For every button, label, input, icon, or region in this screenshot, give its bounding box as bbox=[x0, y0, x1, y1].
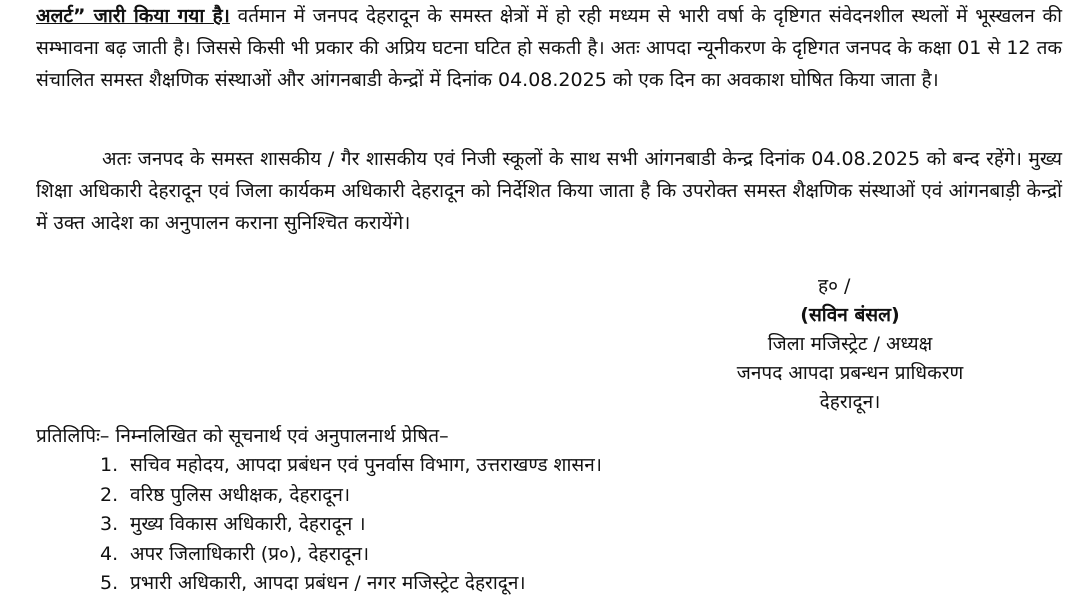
signatory-authority: जनपद आपदा प्रबन्धन प्राधिकरण bbox=[736, 362, 964, 384]
order-paragraph-2: अतः जनपद के समस्त शासकीय / गैर शासकीय एवं निजी स्कूलों के साथ सभी आंगनबाडी केन्द्र दिनांक 04.08.2025 को बन्द रहेंगे। मुख्य शिक्षा अधिकारी देहरादून एवं जिला कार्यकम अधिकारी देहरादून को निर्देशित किया जाता है कि उपरोक्त समस्त शैक्षणिक संस्थाओं एवं आंगनबाड़ी केन्द्रों में उक्त आदेश का अनुपालन कराना सुनिश्चित करायेंगे। bbox=[36, 148, 1062, 234]
list-item bbox=[100, 510, 602, 540]
list-item bbox=[100, 451, 602, 481]
list-text: वरिष्ठ पुलिस अधीक्षक, देहरादून। bbox=[130, 483, 351, 506]
list-number: 2. bbox=[100, 483, 119, 506]
signatory-place: देहरादून। bbox=[819, 391, 881, 413]
order-paragraph-1-body: वर्तमान में जनपद देहरादून के समस्त क्षेत्रों में हो रही मध्यम से भारी वर्षा के दृष्टिगत संवेदनशील स्थलों में भूस्खलन की सम्भावना बढ़ जाती है। जिससे किसी भी प्रकार की अप्रिय घटना घटित हो सकती है। अतः आपदा न्यूनीकरण के दृष्टिगत जनपद के कक्षा 01 से 12 तक संचालित समस्त शैक्षणिक संस्थाओं और आंगनबाडी केन्द्रों में दिनांक 04.08.2025 को एक दिन का अवकाश घोषित किया जाता है। bbox=[36, 5, 1063, 91]
signature-mark: ह० / bbox=[818, 275, 851, 297]
list-number: 5. bbox=[100, 572, 119, 594]
order-paragraph-1 bbox=[36, 0, 1062, 96]
copy-heading: प्रतिलिपिः– निम्नलिखित को सूचनार्थ एवं अनुपालनार्थ प्रेषित– bbox=[36, 425, 449, 447]
signature-block bbox=[680, 272, 1020, 417]
list-item bbox=[100, 481, 602, 511]
list-number: 1. bbox=[100, 454, 119, 476]
copy-list bbox=[100, 451, 602, 599]
signatory-designation: जिला मजिस्ट्रेट / अध्यक्ष bbox=[767, 333, 933, 355]
list-number: 3. bbox=[100, 513, 119, 535]
list-number: 4. bbox=[100, 542, 119, 565]
signatory-name: (सविन बंसल) bbox=[800, 304, 900, 326]
list-item bbox=[100, 569, 602, 599]
alert-phrase: अलर्ट” जारी किया गया है। bbox=[36, 5, 230, 27]
list-text: मुख्य विकास अधिकारी, देहरादून । bbox=[130, 513, 366, 535]
list-text: अपर जिलाधिकारी (प्र०), देहरादून। bbox=[130, 542, 370, 565]
list-text: सचिव महोदय, आपदा प्रबंधन एवं पुनर्वास विभाग, उत्तराखण्ड शासन। bbox=[130, 454, 602, 476]
list-item bbox=[100, 540, 602, 570]
list-text: प्रभारी अधिकारी, आपदा प्रबंधन / नगर मजिस्ट्रेट देहरादून। bbox=[130, 572, 526, 594]
